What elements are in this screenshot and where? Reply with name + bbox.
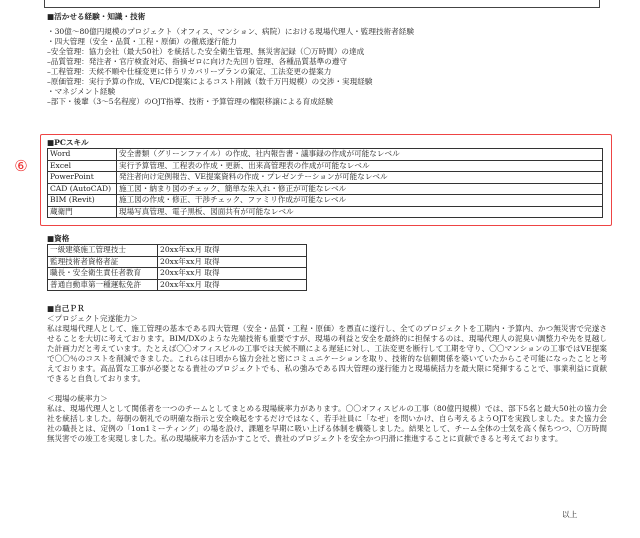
self-pr-heading: ■自己ＰＲ [47, 304, 85, 313]
pc-skill-name: CAD (AutoCAD) [48, 183, 117, 195]
pc-skill-desc: 発注者向け定例報告、VE提案資料の作成・プレゼンテーションが可能なレベル [117, 172, 603, 184]
table-row [48, 160, 603, 172]
pc-skill-name: Word [48, 149, 117, 161]
qualification-date: 20xx年xx月 取得 [158, 279, 307, 291]
pc-skill-heading: ■PCスキル [47, 138, 89, 147]
pc-skill-name: 蔵衛門 [48, 206, 117, 218]
table-row [48, 279, 307, 291]
qualification-date: 20xx年xx月 取得 [158, 256, 307, 268]
table-row [48, 195, 603, 207]
experience-line: ・30億〜80億円規模のプロジェクト（オフィス、マンション、病院）における現場代理人・監理技術者経験 [47, 27, 414, 37]
qualification-date: 20xx年xx月 取得 [158, 245, 307, 257]
qualifications-heading: ■資格 [47, 234, 70, 243]
qualification-date: 20xx年xx月 取得 [158, 268, 307, 280]
annotation-number-marker: ⑥ [14, 157, 28, 175]
self-pr-paragraph: 私は、現場代理人として関係者を一つのチームとしてまとめる現場統率力があります。〇〇オフィスビルの工事（80億円規模）では、部下5名と最大50社の協力会社を統括しました。毎朝の朝礼での明確な指示と安全喚起をするだけではなく、若手社員に「なぜ」を問いかけ、自ら考えるようOJTを実践しました。また協力会社の職長とは、定例の「1on1ミーティング」の場を設け、課題を早期に吸い上げる体制を構築しました。結果として、チーム全体の士気を高く保ちつつ、〇万時間無災害での竣工を実現しました。私の現場統率力を活かすことで、貴社のプロジェクトを安全かつ円滑に推進することに貢献できると考えております。 [47, 404, 607, 444]
experience-line: –工程管理：天候不順や仕様変更に伴うリカバリープランの策定、工法変更の提案力 [47, 67, 332, 77]
table-row [48, 183, 603, 195]
table-row [48, 149, 603, 161]
self-pr-paragraph: 私は現場代理人として、施工管理の基本である四大管理（安全・品質・工程・原価）を愚直に遂行し、全てのプロジェクトを工期内・予算内、かつ無災害で完遂させることを大切に考えております。BIM/DXのような先端技術も重要ですが、現場の利益と安全を最終的に担保するのは、現場代理人の泥臭い調整力や先を見越した計画力だと考えています。たとえば〇〇オフィスビルの工事では天候不順による遅延に対し、工法変更を断行して工期を守り、〇〇マンションの工事ではVE提案で〇〇％のコストを削減できました。これらは日頃から協力会社と密にコミュニケーションを取り、技術的な信頼関係を築いていたからこそ可能になったことと考えております。高品質な工事が必要となる貴社のプロジェクトでも、私の強みである四大管理の遂行能力と現場統括力を最大限に発揮することで、事業利益に貢献できると自負しております。 [47, 324, 607, 384]
pc-skill-desc: 施工図の作成・修正、干渉チェック、ファミリ作成が可能なレベル [117, 195, 603, 207]
pc-skill-name: BIM (Revit) [48, 195, 117, 207]
experience-heading: ■活かせる経験・知識・技術 [47, 12, 146, 21]
pc-skill-desc: 安全書類（グリーンファイル）の作成、社内報告書・議事録の作成が可能なレベル [117, 149, 603, 161]
experience-line: –安全管理：協力会社（最大50社）を統括した安全衛生管理、無災害記録（〇万時間）の達成 [47, 47, 365, 57]
pc-skill-name: PowerPoint [48, 172, 117, 184]
table-row [48, 256, 307, 268]
self-pr-section [47, 304, 607, 444]
table-row [48, 172, 603, 184]
self-pr-subheading: ＜現場の統率力＞ [47, 394, 108, 404]
previous-section-frame [44, 0, 600, 8]
closing-word: 以上 [562, 510, 578, 519]
pc-skill-desc: 施工図・納まり図のチェック、簡単な朱入れ・修正が可能なレベル [117, 183, 603, 195]
table-row [48, 245, 307, 257]
table-row [48, 268, 307, 280]
qualification-name: 一級建築施工管理技士 [48, 245, 158, 257]
qualification-name: 監理技術者資格者証 [48, 256, 158, 268]
qualifications-table [47, 244, 307, 291]
qualification-name: 職長・安全衛生責任者教育 [48, 268, 158, 280]
pc-skill-desc: 現場写真管理、電子黒板、図面共有が可能なレベル [117, 206, 603, 218]
experience-section [47, 12, 607, 107]
pc-skill-name: Excel [48, 160, 117, 172]
pc-skill-desc: 実行予算管理、工程表の作成・更新、出来高管理表の作成が可能なレベル [117, 160, 603, 172]
self-pr-subheading: ＜プロジェクト完遂能力＞ [47, 314, 138, 324]
qualification-name: 普通自動車第一種運転免許 [48, 279, 158, 291]
table-row [48, 206, 603, 218]
experience-line: –品質管理：発注者・官庁検査対応、指摘ゼロに向けた先回り管理、各種品質基準の遵守 [47, 57, 347, 67]
experience-line: –部下・後輩（3〜5名程度）のOJT指導、技術・予算管理の権限移譲による育成経験 [47, 97, 333, 107]
experience-line: –原価管理：実行予算の作成、VE/CD提案によるコスト削減（数千万円規模）の交渉・実現経験 [47, 77, 373, 87]
experience-line: ・マネジメント経験 [47, 87, 116, 97]
experience-line: ・四大管理（安全・品質・工程・原価）の徹底遂行能力 [47, 37, 237, 47]
pc-skill-table [47, 148, 603, 218]
